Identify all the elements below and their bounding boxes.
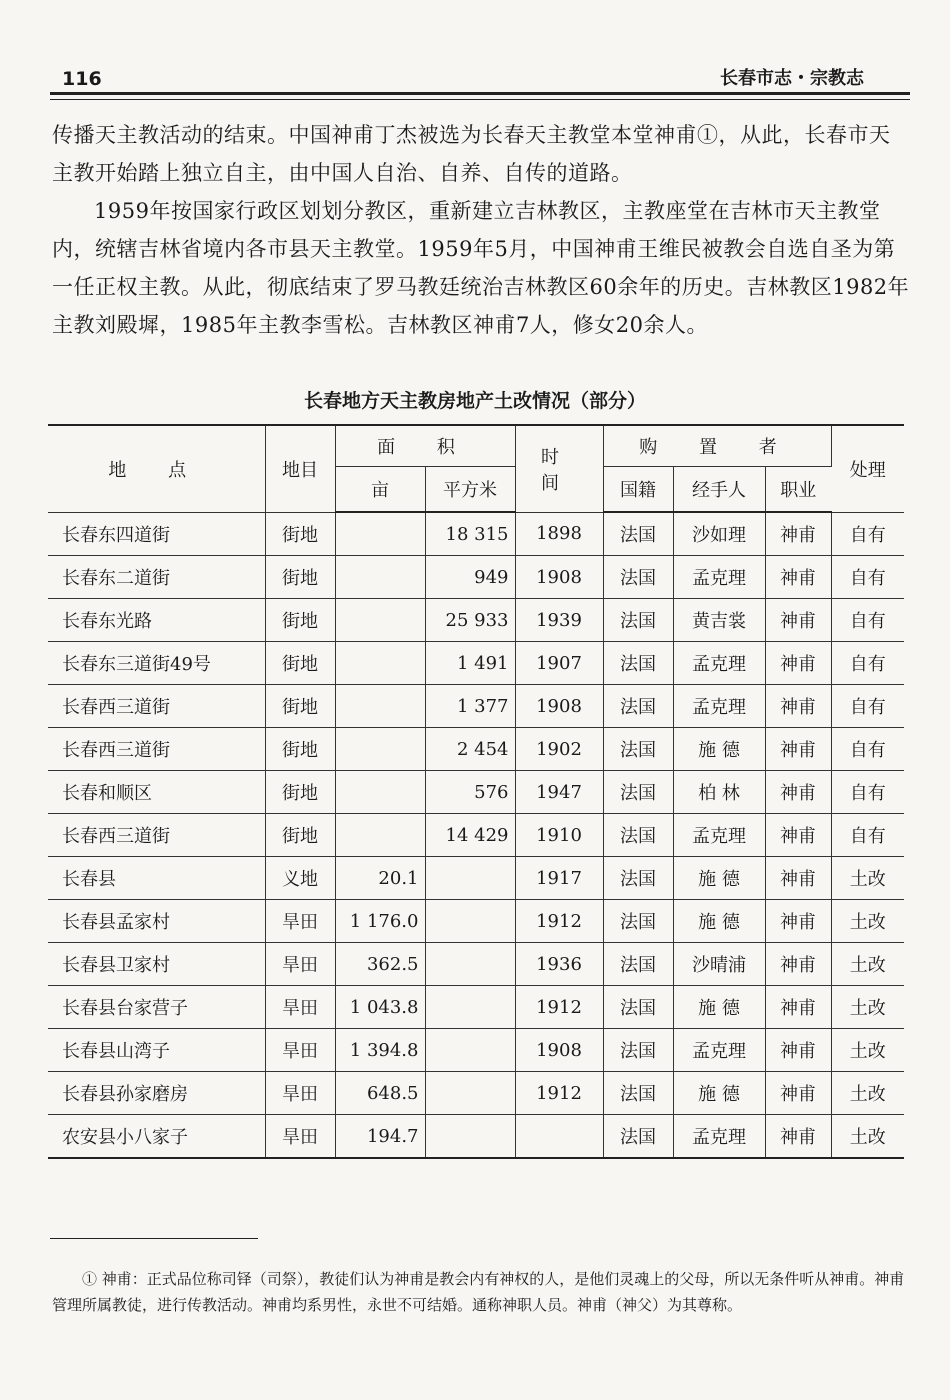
cell-nationality: 法国 [603,728,673,771]
header-rule [50,92,910,100]
cell-occupation: 神甫 [765,728,831,771]
cell-year: 1907 [515,642,603,685]
real-estate-table [48,424,904,1159]
cell-land-type: 街地 [265,599,335,642]
cell-place: 长春西三道街 [48,685,265,728]
cell-year: 1912 [515,986,603,1029]
cell-place: 长春西三道街 [48,728,265,771]
cell-handler: 孟克理 [673,685,765,728]
cell-handler: 柏 林 [673,771,765,814]
table-row [48,642,904,685]
cell-handler: 黄吉裳 [673,599,765,642]
cell-occupation: 神甫 [765,1115,831,1159]
body-paragraph-1: 传播天主教活动的结束。中国神甫丁杰被选为长春天主教堂本堂神甫①，从此，长春市天主教开始踏上独立自主，由中国人自治、自养、自传的道路。 [52,123,891,185]
cell-year: 1912 [515,900,603,943]
cell-place: 长春东四道街 [48,512,265,556]
cell-land-type: 街地 [265,512,335,556]
col-header-disposal: 处理 [831,425,904,512]
cell-year: 1947 [515,771,603,814]
cell-occupation: 神甫 [765,599,831,642]
cell-area-mu [335,728,425,771]
cell-land-type: 旱田 [265,1029,335,1072]
cell-occupation: 神甫 [765,512,831,556]
cell-year: 1939 [515,599,603,642]
body-paragraph-2: 1959年按国家行政区划划分教区，重新建立吉林教区，主教座堂在吉林市天主教堂内，统辖吉林省境内各市县天主教堂。1959年5月，中国神甫王维民被教会自选自圣为第一任正权主教。从此，彻底结束了罗马教廷统治吉林教区60余年的历史。吉林教区1982年主教刘殿墀，1985年主教李雪松。吉林教区神甫7人，修女20余人。 [52,199,910,337]
cell-land-type: 街地 [265,728,335,771]
cell-disposal: 自有 [831,814,904,857]
cell-year: 1912 [515,1072,603,1115]
cell-place: 长春县孙家磨房 [48,1072,265,1115]
cell-area-sqm: 25 933 [425,599,515,642]
table-row [48,814,904,857]
cell-handler: 孟克理 [673,556,765,599]
cell-handler: 施 德 [673,1072,765,1115]
cell-handler: 孟克理 [673,642,765,685]
cell-nationality: 法国 [603,685,673,728]
cell-occupation: 神甫 [765,771,831,814]
cell-nationality: 法国 [603,642,673,685]
cell-land-type: 街地 [265,642,335,685]
cell-occupation: 神甫 [765,1029,831,1072]
cell-land-type: 旱田 [265,986,335,1029]
cell-handler: 沙晴浦 [673,943,765,986]
cell-occupation: 神甫 [765,685,831,728]
col-header-nationality: 国籍 [603,467,673,513]
footnote: ① 神甫：正式品位称司铎（司祭），教徒们认为神甫是教会内有神权的人，是他们灵魂上的父母，所以无条件听从神甫。神甫管理所属教徒，进行传教活动。神甫均系男性，永世不可结婚。通称神职人员。神甫（神父）为其尊称。 [52,1270,905,1314]
cell-place: 长春东三道街49号 [48,642,265,685]
cell-nationality: 法国 [603,857,673,900]
cell-land-type: 街地 [265,771,335,814]
col-header-land-type: 地目 [265,425,335,512]
cell-area-mu [335,556,425,599]
cell-handler: 沙如理 [673,512,765,556]
cell-nationality: 法国 [603,986,673,1029]
cell-disposal: 自有 [831,512,904,556]
cell-handler: 孟克理 [673,814,765,857]
col-header-time: 时 间 [515,425,603,512]
cell-disposal: 土改 [831,943,904,986]
cell-nationality: 法国 [603,556,673,599]
cell-land-type: 街地 [265,814,335,857]
cell-year: 1917 [515,857,603,900]
cell-land-type: 旱田 [265,900,335,943]
table-row [48,857,904,900]
cell-occupation: 神甫 [765,556,831,599]
cell-year: 1908 [515,685,603,728]
running-title: 长春市志・宗教志 [720,68,864,89]
col-header-place: 地 点 [48,425,265,512]
cell-place: 农安县小八家子 [48,1115,265,1159]
cell-place: 长春西三道街 [48,814,265,857]
cell-area-mu: 194.7 [335,1115,425,1159]
cell-place: 长春东光路 [48,599,265,642]
table-row [48,1115,904,1159]
cell-land-type: 旱田 [265,943,335,986]
cell-occupation: 神甫 [765,857,831,900]
cell-area-mu: 648.5 [335,1072,425,1115]
cell-area-sqm: 949 [425,556,515,599]
cell-year: 1898 [515,512,603,556]
cell-year: 1908 [515,556,603,599]
cell-disposal: 自有 [831,685,904,728]
cell-place: 长春东二道街 [48,556,265,599]
cell-handler: 施 德 [673,900,765,943]
cell-land-type: 义地 [265,857,335,900]
cell-disposal: 土改 [831,1029,904,1072]
cell-area-mu [335,642,425,685]
col-header-mu: 亩 [335,467,425,513]
cell-nationality: 法国 [603,512,673,556]
cell-nationality: 法国 [603,771,673,814]
cell-area-sqm [425,943,515,986]
table-title: 长春地方天主教房地产土改情况（部分） [303,390,646,412]
cell-area-sqm: 1 491 [425,642,515,685]
cell-area-sqm: 1 377 [425,685,515,728]
cell-disposal: 土改 [831,857,904,900]
cell-place: 长春县孟家村 [48,900,265,943]
page-number: 116 [62,68,102,90]
cell-handler: 施 德 [673,857,765,900]
cell-year: 1936 [515,943,603,986]
cell-area-sqm [425,857,515,900]
cell-year: 1908 [515,1029,603,1072]
col-header-purchaser: 购 置 者 [603,425,831,467]
cell-area-sqm [425,1072,515,1115]
table-row [48,512,904,556]
cell-nationality: 法国 [603,1072,673,1115]
cell-disposal: 自有 [831,642,904,685]
cell-land-type: 街地 [265,556,335,599]
cell-handler: 孟克理 [673,1115,765,1159]
cell-area-mu: 362.5 [335,943,425,986]
cell-disposal: 自有 [831,771,904,814]
cell-area-sqm [425,1115,515,1159]
table-row [48,599,904,642]
cell-occupation: 神甫 [765,1072,831,1115]
cell-nationality: 法国 [603,599,673,642]
page-header [50,58,910,94]
cell-nationality: 法国 [603,943,673,986]
cell-area-sqm [425,900,515,943]
cell-place: 长春县台家营子 [48,986,265,1029]
cell-occupation: 神甫 [765,943,831,986]
cell-nationality: 法国 [603,1115,673,1159]
table-body [48,512,904,1158]
cell-land-type: 街地 [265,685,335,728]
table-row [48,685,904,728]
cell-area-sqm: 576 [425,771,515,814]
cell-area-sqm: 14 429 [425,814,515,857]
cell-disposal: 土改 [831,1072,904,1115]
cell-disposal: 土改 [831,900,904,943]
cell-area-mu [335,599,425,642]
cell-place: 长春县山湾子 [48,1029,265,1072]
table-row [48,900,904,943]
cell-occupation: 神甫 [765,986,831,1029]
table-row [48,1072,904,1115]
cell-year: 1910 [515,814,603,857]
cell-occupation: 神甫 [765,642,831,685]
col-header-sqm: 平方米 [425,467,515,513]
cell-handler: 施 德 [673,986,765,1029]
cell-nationality: 法国 [603,1029,673,1072]
cell-area-sqm [425,986,515,1029]
cell-area-sqm: 18 315 [425,512,515,556]
cell-disposal: 自有 [831,728,904,771]
cell-area-mu: 1 394.8 [335,1029,425,1072]
cell-area-mu [335,685,425,728]
cell-disposal: 自有 [831,599,904,642]
cell-disposal: 土改 [831,1115,904,1159]
cell-year [515,1115,603,1159]
cell-handler: 施 德 [673,728,765,771]
table-row [48,986,904,1029]
cell-area-mu: 1 043.8 [335,986,425,1029]
table-row [48,728,904,771]
table-row [48,771,904,814]
cell-area-sqm: 2 454 [425,728,515,771]
cell-area-sqm [425,1029,515,1072]
cell-disposal: 土改 [831,986,904,1029]
col-header-occupation: 职业 [765,467,831,513]
cell-nationality: 法国 [603,900,673,943]
cell-area-mu [335,814,425,857]
cell-occupation: 神甫 [765,814,831,857]
cell-nationality: 法国 [603,814,673,857]
cell-disposal: 自有 [831,556,904,599]
cell-area-mu [335,771,425,814]
cell-place: 长春和顺区 [48,771,265,814]
cell-occupation: 神甫 [765,900,831,943]
cell-place: 长春县 [48,857,265,900]
table-row [48,943,904,986]
table-row [48,1029,904,1072]
col-header-handler: 经手人 [673,467,765,513]
cell-handler: 孟克理 [673,1029,765,1072]
cell-area-mu [335,512,425,556]
table-row [48,556,904,599]
col-header-area: 面 积 [335,425,515,467]
cell-area-mu: 20.1 [335,857,425,900]
cell-land-type: 旱田 [265,1072,335,1115]
cell-year: 1902 [515,728,603,771]
footnote-rule [50,1238,258,1239]
cell-place: 长春县卫家村 [48,943,265,986]
cell-area-mu: 1 176.0 [335,900,425,943]
table-header-row-1 [48,425,904,467]
cell-land-type: 旱田 [265,1115,335,1159]
